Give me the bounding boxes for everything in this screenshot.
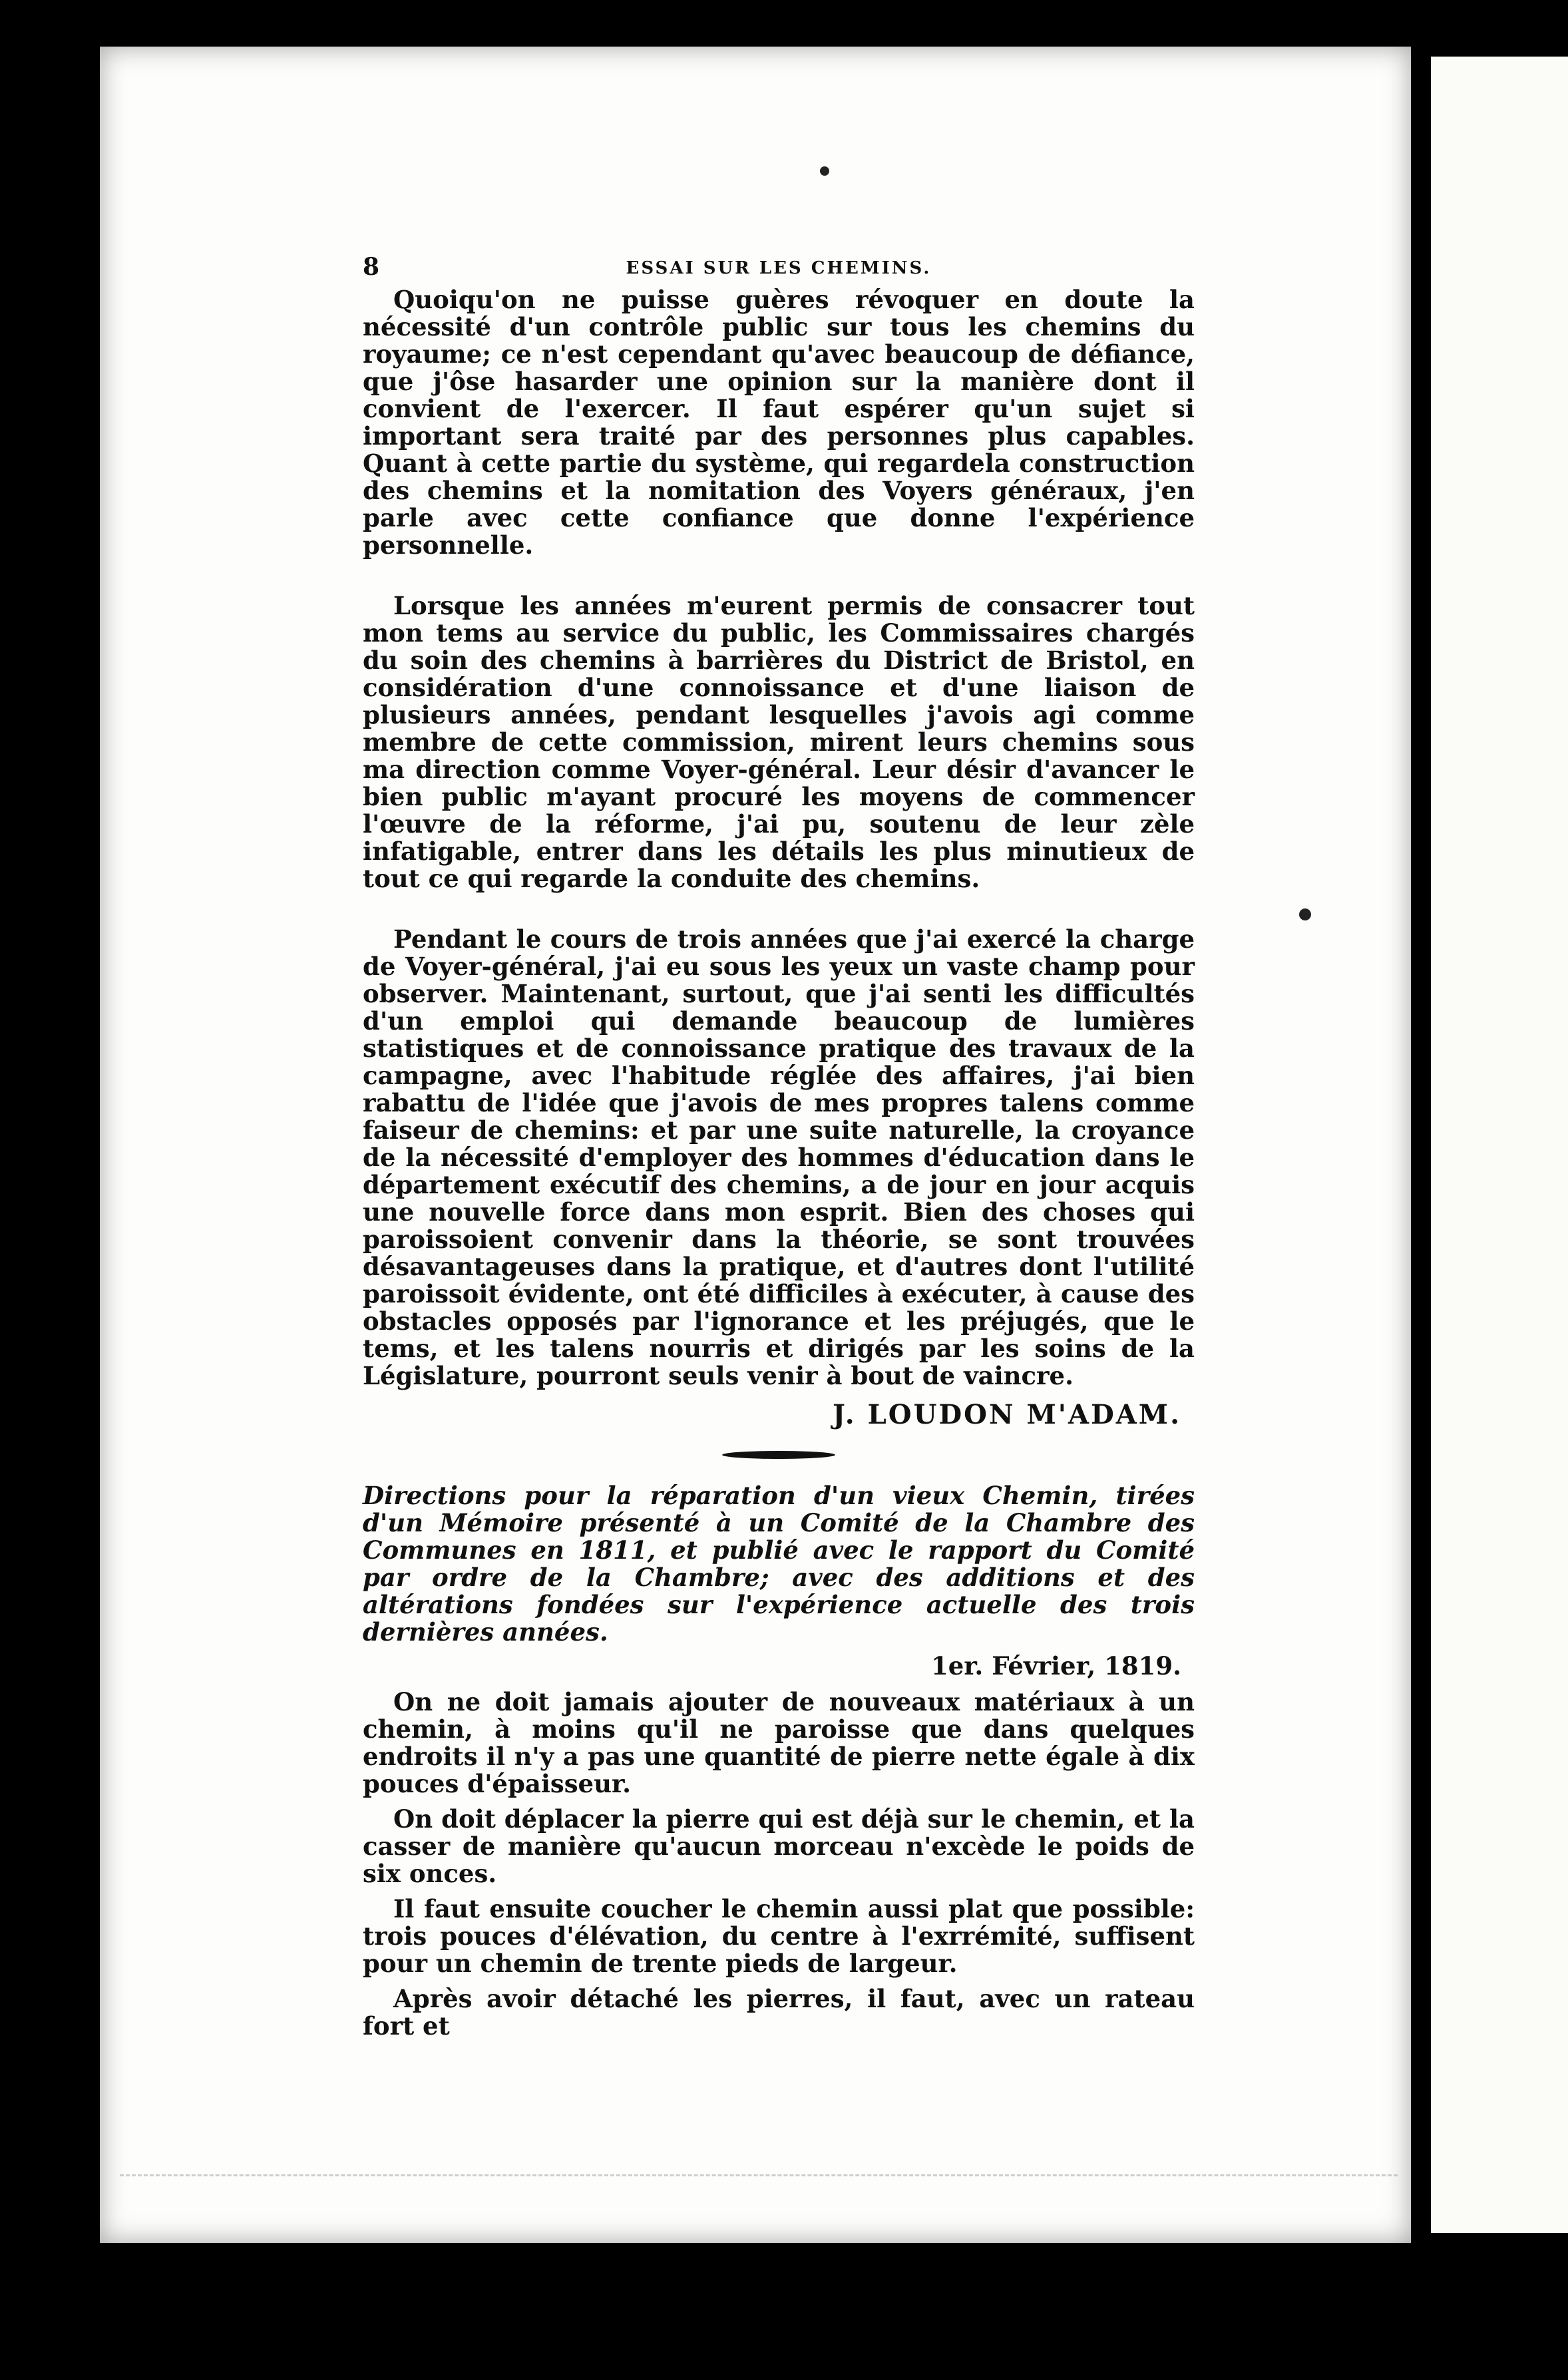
paragraph: Pendant le cours de trois années que j'ai exercé la charge de Voyer-général, j'ai eu sous les yeux un vaste champ pour observer. Maintenant, surtout, que j'ai senti les difficultés d'un emploi qui demande beaucoup de lumières statistiques et de connoissance pratique des travaux de la campagne, avec l'habitude réglée des affaires, j'ai bien rabattu de l'idée que j'avois de mes propres talens comme faiseur de chemins: et par une suite naturelle, la croyance de la nécessité d'employer des hommes d'éducation dans le département exécutif des chemins, a de jour en jour acquis une nouvelle force dans mon esprit. Bien des choses qui paroissoient convenir dans la théorie, se sont trouvées désavantageuses dans la pratique, et d'autres dont l'utilité paroissoit évidente, ont été difficiles à exécuter, à cause des obstacles opposés par l'ignorance et les préjugés, que le tems, et les talens nourris et dirigés par les soins de la Législature, pourront seuls venir à bout de vaincre. bbox=[363, 924, 1195, 1390]
running-head bbox=[363, 253, 1195, 286]
dateline: 1er. Février, 1819. bbox=[931, 1651, 1181, 1681]
speck bbox=[820, 166, 829, 176]
directions-heading: Directions pour la réparation d'un vieux Chemin, tirées d'un Mémoire présenté à un Comité de la Chambre des Communes en 1811, et publié avec le rapport du Comité par ordre de la Chambre; avec des additions et des altérations fondées sur l'expérience actuelle des trois dernières années. bbox=[363, 1481, 1195, 1647]
page-content bbox=[363, 253, 1195, 2040]
speck bbox=[1299, 908, 1311, 920]
paragraph: Il faut ensuite coucher le chemin aussi plat que possible: trois pouces d'élévation, du centre à l'exrrémité, suffisent pour un chemin de trente pieds de largeur. bbox=[363, 1894, 1195, 1978]
paragraph: Lorsque les années m'eurent permis de consacrer tout mon tems au service du public, les Commissaires chargés du soin des chemins à barrières du District de Bristol, en considération d'une connoissance et d'une liaison de plusieurs années, pendant lesquelles j'avois agi comme membre de cette commission, mirent leurs chemins sous ma direction comme Voyer-général. Leur désir d'avancer le bien public m'ayant procuré les moyens de commencer l'œuvre de la réforme, j'ai pu, soutenu de leur zèle infatigable, entrer dans les détails les plus minutieux de tout ce qui regarde la conduite des chemins. bbox=[363, 591, 1195, 893]
page-number: 8 bbox=[363, 253, 380, 281]
paragraph: Après avoir détaché les pierres, il faut, avec un rateau fort et bbox=[363, 1984, 1195, 2041]
running-head-title: ESSAI SUR LES CHEMINS. bbox=[626, 258, 932, 278]
paragraph: On doit déplacer la pierre qui est déjà sur le chemin, et la casser de manière qu'aucun morceau n'excède le poids de six onces. bbox=[363, 1804, 1195, 1888]
ornamental-rule bbox=[363, 1449, 1195, 1462]
ornament bbox=[722, 1451, 835, 1459]
page-gutter bbox=[1412, 60, 1426, 2170]
adjacent-page bbox=[1431, 57, 1568, 2233]
paragraph: Quoiqu'on ne puisse guères révoquer en doute la nécessité d'un contrôle public sur tous les chemins du royaume; ce n'est cependant qu'avec beaucoup de défiance, que j'ôse hasarder une opinion sur la manière dont il convient de l'exercer. Il faut espérer qu'un sujet si important sera traité par des personnes plus capables. Quant à cette partie du système, qui regardela construction des chemins et la nomitation des Voyers généraux, j'en parle avec cette confiance que donne l'expérience personnelle. bbox=[363, 285, 1195, 560]
signature: J. LOUDON M'ADAM. bbox=[832, 1399, 1181, 1430]
paragraph: On ne doit jamais ajouter de nouveaux matériaux à un chemin, à moins qu'il ne paroisse que dans quelques endroits il n'y a pas une quantité de pierre nette égale à dix pouces d'épaisseur. bbox=[363, 1687, 1195, 1798]
